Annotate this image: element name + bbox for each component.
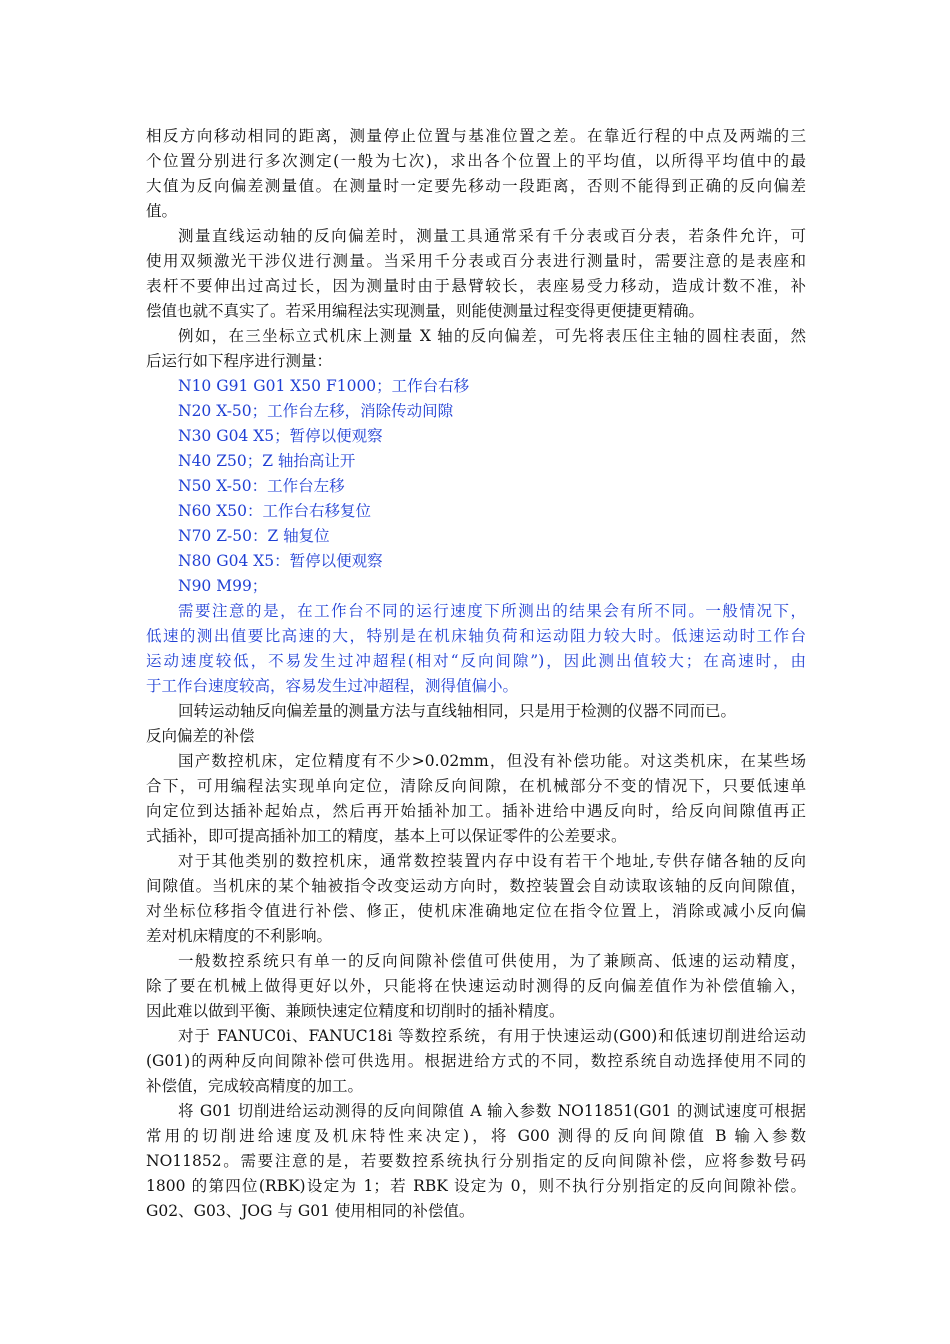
code-line: N70 Z-50：Z 轴复位	[178, 527, 330, 545]
paragraph-line: NO11852。需要注意的是，若要数控系统执行分别指定的反向间隙补偿，应将参数号码	[146, 1152, 806, 1170]
code-line: N30 G04 X5；暂停以便观察	[178, 427, 383, 445]
note-line: 于工作台速度较高，容易发生过冲超程，测得值偏小。	[146, 677, 519, 695]
paragraph-line: (G01)的两种反向间隙补偿可供选用。根据进给方式的不同，数控系统自动选择使用不同的	[146, 1052, 806, 1070]
paragraph-line: 因此难以做到平衡、兼顾快速定位精度和切削时的插补精度。	[146, 1002, 565, 1020]
paragraph-line: 一般数控系统只有单一的反向间隙补偿值可供使用，为了兼顾高、低速的运动精度，	[178, 952, 806, 970]
paragraph-line: 后运行如下程序进行测量：	[146, 352, 333, 370]
paragraph-line: 合下，可用编程法实现单向定位，清除反向间隙，在机械部分不变的情况下，只要低速单	[146, 777, 806, 795]
paragraph-line: 向定位到达插补起始点，然后再开始插补加工。插补进给中遇反向时，给反向间隙值再正	[146, 802, 806, 820]
note-line: 需要注意的是，在工作台不同的运行速度下所测出的结果会有所不同。一般情况下，	[178, 602, 806, 620]
paragraph-line: 差对机床精度的不利影响。	[146, 927, 333, 945]
paragraph-line: 补偿值，完成较高精度的加工。	[146, 1077, 364, 1095]
paragraph-line: 偿值也就不真实了。若采用编程法实现测量，则能使测量过程变得更便捷更精确。	[146, 302, 705, 320]
paragraph-line: 对坐标位移指令值进行补偿、修正，使机床准确地定位在指令位置上，消除或减小反向偏	[146, 902, 806, 920]
paragraph-line: 将 G01 切削进给运动测得的反向间隙值 A 输入参数 NO11851(G01 的测试速度可根据	[178, 1102, 806, 1120]
paragraph-line: 个位置分别进行多次测定(一般为七次)，求出各个位置上的平均值，以所得平均值中的最	[146, 152, 806, 170]
paragraph-line: 测量直线运动轴的反向偏差时，测量工具通常采有千分表或百分表，若条件允许，可	[178, 227, 806, 245]
note-line: 运动速度较低，不易发生过冲超程(相对“反向间隙”)，因此测出值较大；在高速时，由	[146, 652, 806, 670]
paragraph-line: 常用的切削进给速度及机床特性来决定)，将 G00 测得的反向间隙值 B 输入参数	[146, 1127, 806, 1145]
code-line: N60 X50：工作台右移复位	[178, 502, 371, 520]
paragraph-line: 相反方向移动相同的距离，测量停止位置与基准位置之差。在靠近行程的中点及两端的三	[146, 127, 806, 145]
note-line: 低速的测出值要比高速的大，特别是在机床轴负荷和运动阻力较大时。低速运动时工作台	[146, 627, 806, 645]
paragraph-line: 1800 的第四位(RBK)设定为 1；若 RBK 设定为 0，则不执行分别指定的反向间隙补偿。	[146, 1177, 806, 1195]
code-line: N50 X-50：工作台左移	[178, 477, 345, 495]
paragraph-line: 间隙值。当机床的某个轴被指令改变运动方向时，数控装置会自动读取该轴的反向间隙值，	[146, 877, 806, 895]
paragraph-line: G02、G03、JOG 与 G01 使用相同的补偿值。	[146, 1202, 475, 1220]
paragraph-line: 除了要在机械上做得更好以外，只能将在快速运动时测得的反向偏差值作为补偿值输入，	[146, 977, 806, 995]
code-line: N80 G04 X5：暂停以便观察	[178, 552, 383, 570]
paragraph-line: 式插补，即可提高插补加工的精度，基本上可以保证零件的公差要求。	[146, 827, 627, 845]
paragraph-line: 值。	[146, 202, 178, 220]
document-page	[146, 124, 806, 1224]
paragraph-line: 使用双频激光干涉仪进行测量。当采用千分表或百分表进行测量时，需要注意的是表座和	[146, 252, 806, 270]
paragraph-line: 回转运动轴反向偏差量的测量方法与直线轴相同，只是用于检测的仪器不同而已。	[178, 702, 737, 720]
paragraph-line: 国产数控机床，定位精度有不少>0.02mm，但没有补偿功能。对这类机床，在某些场	[178, 752, 806, 770]
paragraph-line: 对于 FANUC0i、FANUC18i 等数控系统，有用于快速运动(G00)和低速切削进给运动	[178, 1027, 806, 1045]
code-line: N90 M99；	[178, 577, 268, 595]
section-heading: 反向偏差的补偿	[146, 727, 255, 745]
paragraph-line: 例如，在三坐标立式机床上测量 X 轴的反向偏差，可先将表压住主轴的圆柱表面，然	[178, 327, 806, 345]
paragraph-line: 大值为反向偏差测量值。在测量时一定要先移动一段距离，否则不能得到正确的反向偏差	[146, 177, 806, 195]
code-line: N40 Z50；Z 轴抬高让开	[178, 452, 356, 470]
paragraph-line: 对于其他类别的数控机床，通常数控装置内存中设有若干个地址,专供存储各轴的反向	[178, 852, 806, 870]
code-line: N20 X-50；工作台左移，消除传动间隙	[178, 402, 454, 420]
code-line: N10 G91 G01 X50 F1000；工作台右移	[178, 377, 470, 395]
paragraph-line: 表杆不要伸出过高过长，因为测量时由于悬臂较长，表座易受力移动，造成计数不准，补	[146, 277, 806, 295]
